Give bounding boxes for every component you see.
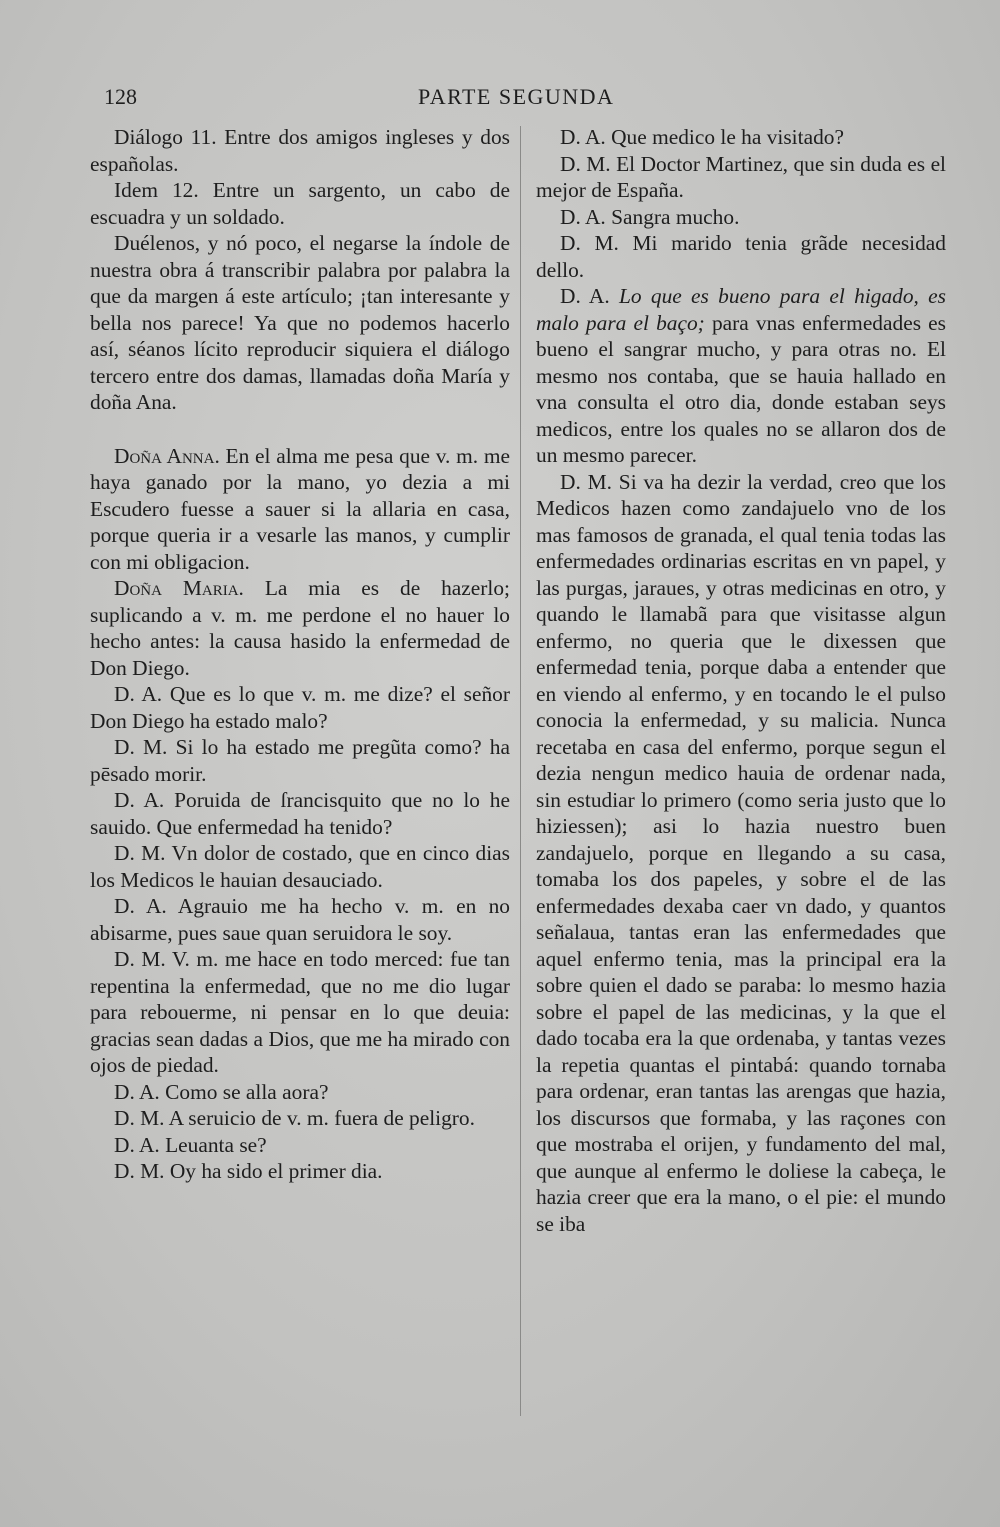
paragraph — [90, 230, 510, 416]
dialogue-text: D. M. El Doctor Martinez, que sin duda es el mejor de España. — [536, 151, 946, 202]
dialogue-text: D. A. Sangra mucho. — [560, 204, 740, 229]
dialogue-line — [536, 151, 946, 204]
dialogue-line — [536, 124, 946, 151]
dialogue-line — [90, 681, 510, 734]
dialogue-text: D. A. Leuanta se? — [114, 1132, 267, 1157]
dialogue-text: D. A. Como se alla aora? — [114, 1079, 329, 1104]
dialogue-line — [90, 734, 510, 787]
dialogue-line — [90, 787, 510, 840]
dialogue-line — [90, 1158, 510, 1185]
dialogue-line — [536, 204, 946, 231]
dialogue-text: D. M. Si lo ha estado me pregũta como? ha pēsado morir. — [90, 735, 510, 786]
column-divider — [520, 126, 521, 1416]
page-number: 128 — [104, 84, 137, 109]
dialogue-text: D. M. V. m. me hace en todo merced: fue tan repentina la enfermedad, que no me dio lugar para rebouerme, ni pensar en lo que deuia: gracias sean dadas a Dios, que me ha mirado con ojos de piedad. — [90, 947, 510, 1077]
dialogue-text: D. M. Mi marido tenia grãde necesidad dello. — [536, 231, 946, 282]
dialogue-text: La mia es de hazerlo; suplicando a v. m. me perdone el no hauer lo hecho antes: la causa hasido la enfermedad de Don Diego. — [90, 576, 510, 680]
left-column — [90, 124, 510, 1185]
dialogue-line — [90, 1079, 510, 1106]
dialogue-text: D. A. Agrauio me ha hecho v. m. en no abisarme, pues saue quan seruidora le soy. — [90, 894, 510, 945]
dialogue-text: En el alma me pesa que v. m. me haya ganado por la mano, yo dezia a mi Escudero fuesse a sauer si la allaria en casa, porque queria ir a vesarle las manos, y cumplir con mi obligacion. — [90, 443, 510, 574]
paragraph — [90, 177, 510, 230]
dialogue-line — [90, 893, 510, 946]
speaker-name: Doña Anna. — [114, 443, 220, 468]
right-column — [536, 124, 946, 1237]
dialogue-line — [536, 283, 946, 469]
dialogue-text: D. A. Que es lo que v. m. me dize? el señor Don Diego ha estado malo? — [90, 682, 510, 733]
running-head: PARTE SEGUNDA — [418, 84, 615, 109]
paragraph — [90, 124, 510, 177]
dialogue-text: D. A. Que medico le ha visitado? — [560, 125, 844, 149]
dialogue-text: D. A. Poruida de ſrancisquito que no lo he sauido. Que enfermedad ha tenido? — [90, 788, 510, 839]
italic-saying: Lo que es bueno para el higado, es malo para el baço; — [536, 284, 946, 335]
speaker-abbrev: D. A. — [560, 284, 610, 308]
dialogue-text: D. M. Vn dolor de costado, que en cinco dias los Medicos le hauian desauciado. — [90, 841, 510, 892]
dialogue-text: D. M. Oy ha sido el primer dia. — [114, 1159, 383, 1183]
dialogue-text: D. M. A seruicio de v. m. fuera de peligro. — [114, 1106, 475, 1130]
speaker-name: Doña Maria. — [114, 576, 244, 600]
dialogue-line — [90, 443, 510, 576]
dialogue-line — [90, 1105, 510, 1132]
page-header — [104, 84, 944, 116]
paragraph-text: Idem 12. Entre un sargento, un cabo de escuadra y un soldado. — [90, 178, 510, 229]
paragraph-text: Diálogo 11. Entre dos amigos ingleses y dos españolas. — [90, 125, 510, 176]
dialogue-line — [90, 946, 510, 1079]
dialogue-line — [536, 230, 946, 283]
dialogue-text: D. M. Si va ha dezir la verdad, creo que los Medicos hazen como zandajuelo vno de los mas famosos de granada, el qual tenia todas las enfermedades ordinarias escritas en vn papel, y las purgas, jaraues, y otras medicinas en otro, y quando le llamabã para que visitasse algun enfermo, no queria que le dixessen que enfermedad tenia, porque daba a entender que en viendo al enfermo, y en tocando le el pulso conocia la enfermedad, y su malicia. Nunca recetaba en casa del enfermo, porque segun el dezia nengun medico hauia de ordenar nada, sin estudiar lo primero (como seria justo que lo hiziessen); asi lo hazia nuestro buen zandajuelo, porque en llegando a su casa, tomaba los dos papeles, y sobre el de las enfermedades dexaba caer vn dado, y quantos señalaua, tantas eran las enfermedades que aquel enfermo tenia, mas la principal era la sobre quien el dado se paraba: lo mesmo hazia sobre el papel de las medicinas, y la que el dado tocaba era la que ordenaba, y tantas vezes la repetia quantas el pintabá: quando tornaba para ordenar, eran tantas las arengas que hazia, los discursos que formaba, y las raçones con que mostraba el orijen, y fundamento del mal, que aunque al enfermo le doliese la cabeça, le hazia creer que era la mano, o el pie: el mundo se iba — [536, 469, 946, 1236]
paragraph-text: Duélenos, y nó poco, el negarse la índole de nuestra obra á transcribir palabra por palabra la que da margen á este artículo; ¡tan interesante y bella nos parece! Ya que no podemos hacerlo así, séanos lícito reproducir siquiera el diálogo tercero entre dos damas, llamadas doña María y doña Ana. — [90, 231, 510, 414]
dialogue-line — [90, 1132, 510, 1159]
dialogue-line — [90, 840, 510, 893]
dialogue-line — [90, 575, 510, 681]
dialogue-line — [536, 469, 946, 1238]
dialogue-text: para vnas enfermedades es bueno el sangrar mucho, y para otras no. El mesmo nos contaba, que se hauia hallado en vna consulta el otro dia, donde estaban seys medicos, entre los quales no se allaron dos de un mesmo parecer. — [536, 310, 946, 467]
